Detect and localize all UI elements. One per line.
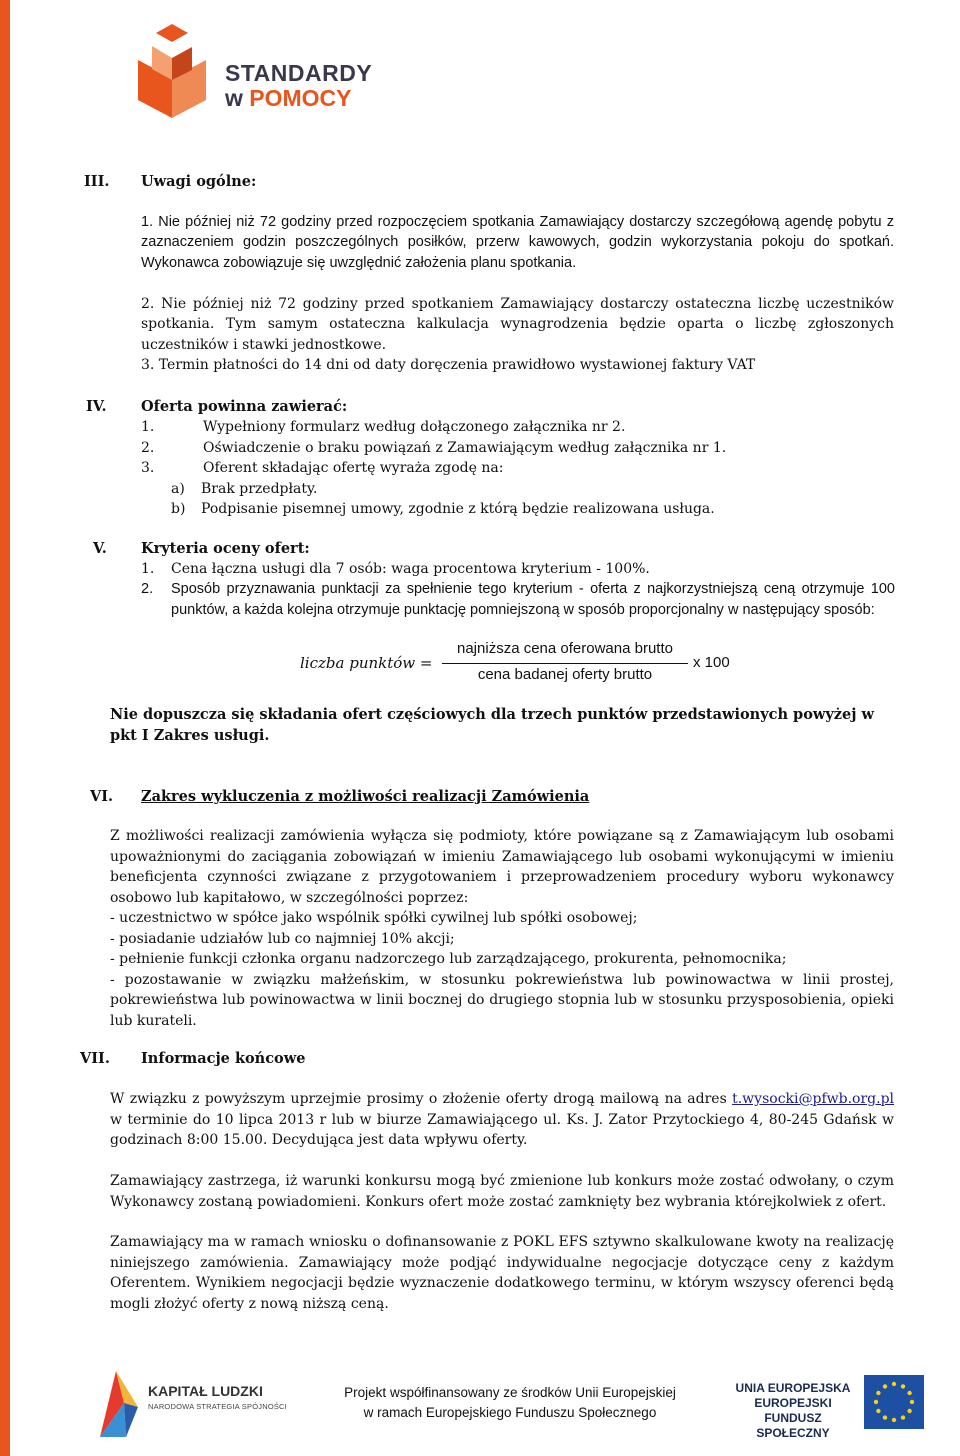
sub-list-item: a) Brak przedpłaty. [171,480,318,497]
formula-numerator: najniższa cena oferowana brutto [457,640,673,657]
section-4-title: Oferta powinna zawierać: [141,398,348,415]
list-item: - pozostawanie w związku małżeńskim, w stosunku pokrewieństwa lub powinowactwa w linii prostej, pokrewieństwa lub powinowactwa w linii bocznej do drugiego stopnia lub w stosunku przysposobienia, opieki lub kurateli. [110,971,894,1029]
section-7-numeral: VII. [80,1050,110,1067]
footer-cofinancing-text: Projekt współfinansowany ze środków Unii Europejskiej w ramach Europejskiego Funduszu Społecznego [344,1385,676,1420]
footer [0,1355,960,1456]
standardy-logo [130,22,410,122]
left-accent-bar [0,0,10,1456]
section-3-item-3: 3. Termin płatności do 14 dni od daty doręczenia prawidłowo wystawionej faktury VAT [141,357,756,373]
list-item: - uczestnictwo w spółce jako wspólnik spółki cywilnej lub spółki osobowej; [110,910,638,926]
section-4-numeral: IV. [86,398,107,415]
formula-fraction-line [442,663,688,664]
logo-title: STANDARDY [225,60,373,86]
logo-subtitle-prefix: w [225,85,243,111]
section-5-item-1: 1. Cena łączna usługi dla 7 osób: waga procentowa kryterium - 100%. [141,561,650,577]
section-6-bullets [110,908,894,1031]
logo-mark-icon [130,22,225,122]
section-6-intro: Z możliwości realizacji zamówienia wyłącza się podmioty, które powiązane są z Zamawiającym lub osobami upoważnionymi do zaciągania zobowiązań w imieniu Zamawiającego lub osobami wykonującymi w imieniu beneficjenta czynności związane z przygotowaniem i przeprowadzeniem procedury wyboru wykonawcy osobowo lub kapitałowo, w szczególności poprzez: [110,828,894,906]
email-link[interactable]: t.wysocki@pfwb.org.pl [732,1091,895,1107]
section-3-item-1: 1. Nie później niż 72 godziny przed rozpoczęciem spotkania Zamawiający dostarczy szczegółową agendę pobytu z zaznaczeniem godzin poszczególnych posiłków, przerw kawowych, godzin wykorzystania pokoju do spotkań. Wykonawca zobowiązuje się uwzględnić założenia planu spotkania. [141,214,894,271]
list-item: 3. Oferent składając ofertę wyraża zgodę na: [141,460,504,476]
section-5-note: Nie dopuszcza się składania ofert częściowych dla trzech punktów przedstawionych powyżej w pkt I Zakres usługi. [110,706,875,744]
section-5-title: Kryteria oceny ofert: [141,540,310,557]
section-5-numeral: V. [93,540,107,557]
section-6-title: Zakres wykluczenia z możliwości realizacji Zamówienia [141,788,590,805]
section-3-item-2: 2. Nie później niż 72 godziny przed spotkaniem Zamawiający dostarczy ostateczna liczbę uczestników spotkania. Tym samym ostateczna kalkulacja wynagrodzenia będzie oparta o liczbę zgłoszonych uczestników i stawki jednostkowe. [141,296,894,353]
section-7-paragraph-2: Zamawiający zastrzega, iż warunki konkursu mogą być zmienione lub konkurs może zostać odwołany, o czym Wykonawcy zostaną powiadomieni. Konkurs ofert może zostać zamknięty bez wybrania którejkolwiek z ofert. [110,1173,894,1210]
section-3-numeral: III. [84,173,110,190]
scoring-formula [300,638,740,688]
logo-subtitle [225,85,352,112]
section-3-title: Uwagi ogólne: [141,173,257,190]
list-item: - pełnienie funkcji członka organu nadzorczego lub zarządzającego, prokurenta, pełnomocnika; [110,951,787,967]
formula-denominator: cena badanej oferty brutto [477,666,653,683]
kapital-ludzki-logo-icon [96,1367,142,1441]
kapital-ludzki-subtitle: NARODOWA STRATEGIA SPÓJNOŚCI [148,1402,287,1411]
eu-fund-text: UNIA EUROPEJSKA EUROPEJSKI FUNDUSZ SPOŁECZNY [735,1381,851,1440]
section-7-title: Informacje końcowe [141,1050,306,1067]
section-5-item-2: 2. Sposób przyznawania punktacji za spełnienie tego kryterium - oferta z najkorzystniejszą ceną otrzymuje 100 punktów, a każda kolejna otrzymuje punktację pomniejszoną w sposób proporcjonalny w następujący sposób: [141,581,895,618]
logo-subtitle-accent: POMOCY [249,85,352,111]
list-item: 1. Wypełniony formularz według dołączonego załącznika nr 2. [141,419,626,435]
sub-list-item: b) Podpisanie pisemnej umowy, zgodnie z którą będzie realizowana usługa. [171,501,715,517]
formula-rhs: x 100 [693,654,730,671]
list-item: - posiadanie udziałów lub co najmniej 10% akcji; [110,930,455,947]
section-7-paragraph-1: W związku z powyższym uprzejmie prosimy o złożenie oferty drogą mailową na adres t.wysocki@pfwb.org.pl w terminie do 10 lipca 2013 r lub w biurze Zamawiającego ul. Ks. J. Zator Przytockiego 4, 80-245 Gdańsk w godzinach 8:00 15.00. Decydująca jest data wpływu oferty. [110,1091,895,1148]
list-item: 2. Oświadczenie o braku powiązań z Zamawiającym według załącznika nr 1. [141,439,727,456]
kapital-ludzki-title: KAPITAŁ LUDZKI [148,1383,263,1399]
formula-lhs: liczba punktów = [300,654,433,672]
eu-flag-icon [864,1375,924,1429]
section-7-paragraph-3: Zamawiający ma w ramach wniosku o dofinansowanie z POKL EFS sztywno skalkulowane kwoty na realizację niniejszego zamówienia. Zamawiający może podjąć indywidualne negocjacje dotyczące ceny z każdym Oferentem. Wynikiem negocjacji będzie wyznaczenie dodatkowego terminu, w którym wszyscy oferenci będą mogli złożyć oferty z nową niższą ceną. [110,1234,894,1312]
section-4-list [141,417,901,520]
section-6-numeral: VI. [90,788,114,805]
